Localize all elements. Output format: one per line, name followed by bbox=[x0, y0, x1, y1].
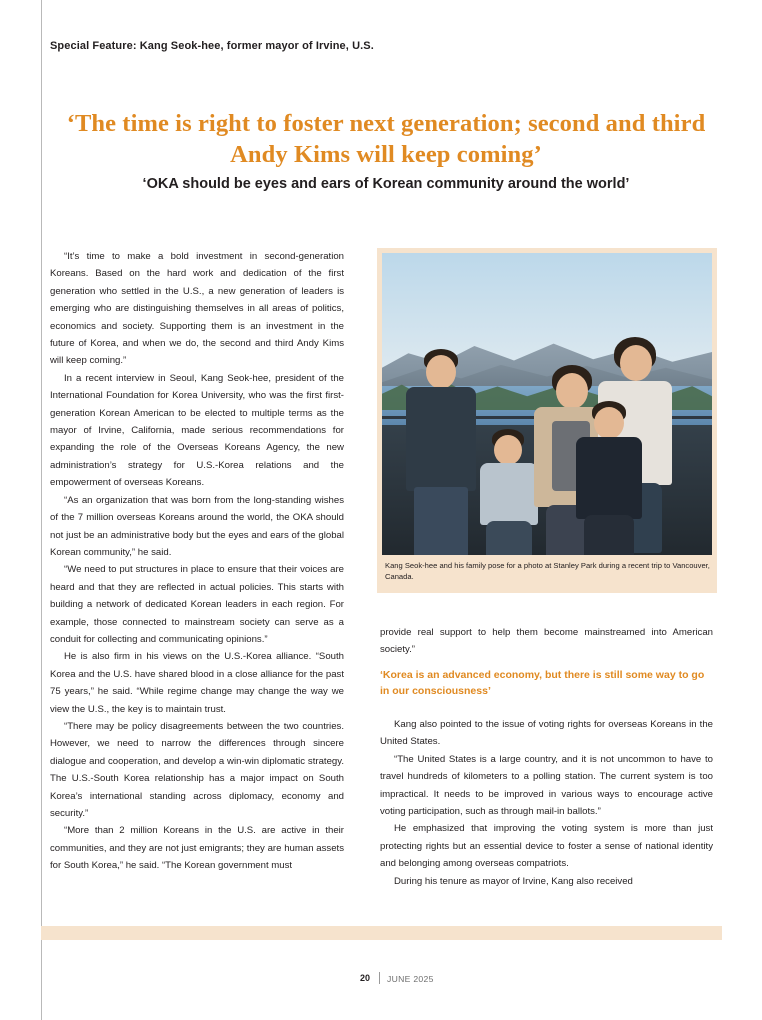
paragraph: He emphasized that improving the voting system is more than just protecting rights but an essential device to foster a sense of national identity and belonging among overseas compatriots. bbox=[380, 823, 713, 870]
paragraph: In a recent interview in Seoul, Kang Seok-hee, president of the International Foundation for Korea University, who was the first first-generation Korean American to be elected to multiple terms as the mayor of Irvine, California, made serious recommendations for expanding the role of the Overseas Koreans Agency, the new administration’s strategy for U.S.-Korea relations and the empowerment of overseas Koreans. bbox=[50, 372, 344, 489]
issue-date: JUNE 2025 bbox=[387, 974, 434, 984]
article-column-right-top bbox=[380, 624, 713, 659]
folio-divider bbox=[379, 972, 380, 984]
paragraph: provide real support to help them become mainstreamed into American society.” bbox=[380, 627, 713, 656]
photo-person-boy-small bbox=[478, 429, 540, 555]
paragraph: “We need to put structures in place to ensure that their voices are heard and that they are reflected in actual policies. This starts with building a network of dedicated Korean leaders in each region. For example, those connected to mainstream society can serve as a conduit for collecting and communicating opinions.” bbox=[50, 564, 344, 645]
photo-caption: Kang Seok-hee and his family pose for a photo at Stanley Park during a recent trip to Vancouver, Canada. bbox=[385, 561, 710, 581]
article-column-left bbox=[50, 248, 344, 875]
family-photo bbox=[382, 253, 712, 555]
article-column-right-bottom bbox=[380, 716, 713, 890]
footer-band bbox=[41, 926, 722, 940]
section-kicker: Special Feature: Kang Seok-hee, former mayor of Irvine, U.S. bbox=[50, 40, 374, 52]
page-subtitle: ‘OKA should be eyes and ears of Korean community around the world’ bbox=[142, 176, 630, 192]
paragraph: “There may be policy disagreements between the two countries. However, we need to narrow the differences through sincere dialogue and cooperation, and develop a win-win diplomatic strategy. The U.S.-South Korea relationship has a major impact on South Korea’s international standing across diplomacy, economy and security.” bbox=[50, 720, 344, 819]
paragraph: He is also firm in his views on the U.S.-Korea alliance. “South Korea and the U.S. have shared blood in a close alliance for the past 75 years,” he said. “While regime change may change the way we view the U.S., the key is to maintain trust. bbox=[50, 651, 344, 715]
paragraph: “The United States is a large country, and it is not uncommon to have to travel hundreds of kilometers to a polling station. The current system is too impractical. It needs to be improved in various ways to encourage active voting participation, such as through mail-in ballots.” bbox=[380, 753, 713, 818]
left-margin-rule bbox=[41, 0, 42, 1020]
page-title: ‘The time is right to foster next generation; second and third Andy Kims will keep coming’ bbox=[66, 110, 706, 168]
section-subhead: ‘Korea is an advanced economy, but there is still some way to go in our consciousness’ bbox=[380, 669, 705, 697]
page-number: 20 bbox=[360, 973, 371, 983]
paragraph: “As an organization that was born from the long-standing wishes of the 7 million overseas Koreans around the world, the OKA should not just be an administrative body but the eyes and ears of the global Korean community,” he said. bbox=[50, 494, 344, 558]
paragraph: “It’s time to make a bold investment in second-generation Koreans. Based on the hard work and dedication of the first generation who settled in the U.S., a new generation of leaders is emerging who are distinguishing themselves in all areas of politics, economics and society. Supporting them is an investment in the future of Korea, and when we do, the second and third Andy Kims will keep coming.” bbox=[50, 251, 344, 367]
photo-person-man-left bbox=[404, 349, 478, 555]
paragraph: Kang also pointed to the issue of voting rights for overseas Koreans in the United States. bbox=[380, 719, 713, 748]
photo-person-boy-tall bbox=[574, 401, 644, 555]
paragraph: “More than 2 million Koreans in the U.S. are active in their communities, and they are not just emigrants; they are human assets for South Korea,” he said. “The Korean government must bbox=[50, 825, 344, 872]
paragraph: During his tenure as mayor of Irvine, Kang also received bbox=[394, 875, 633, 887]
